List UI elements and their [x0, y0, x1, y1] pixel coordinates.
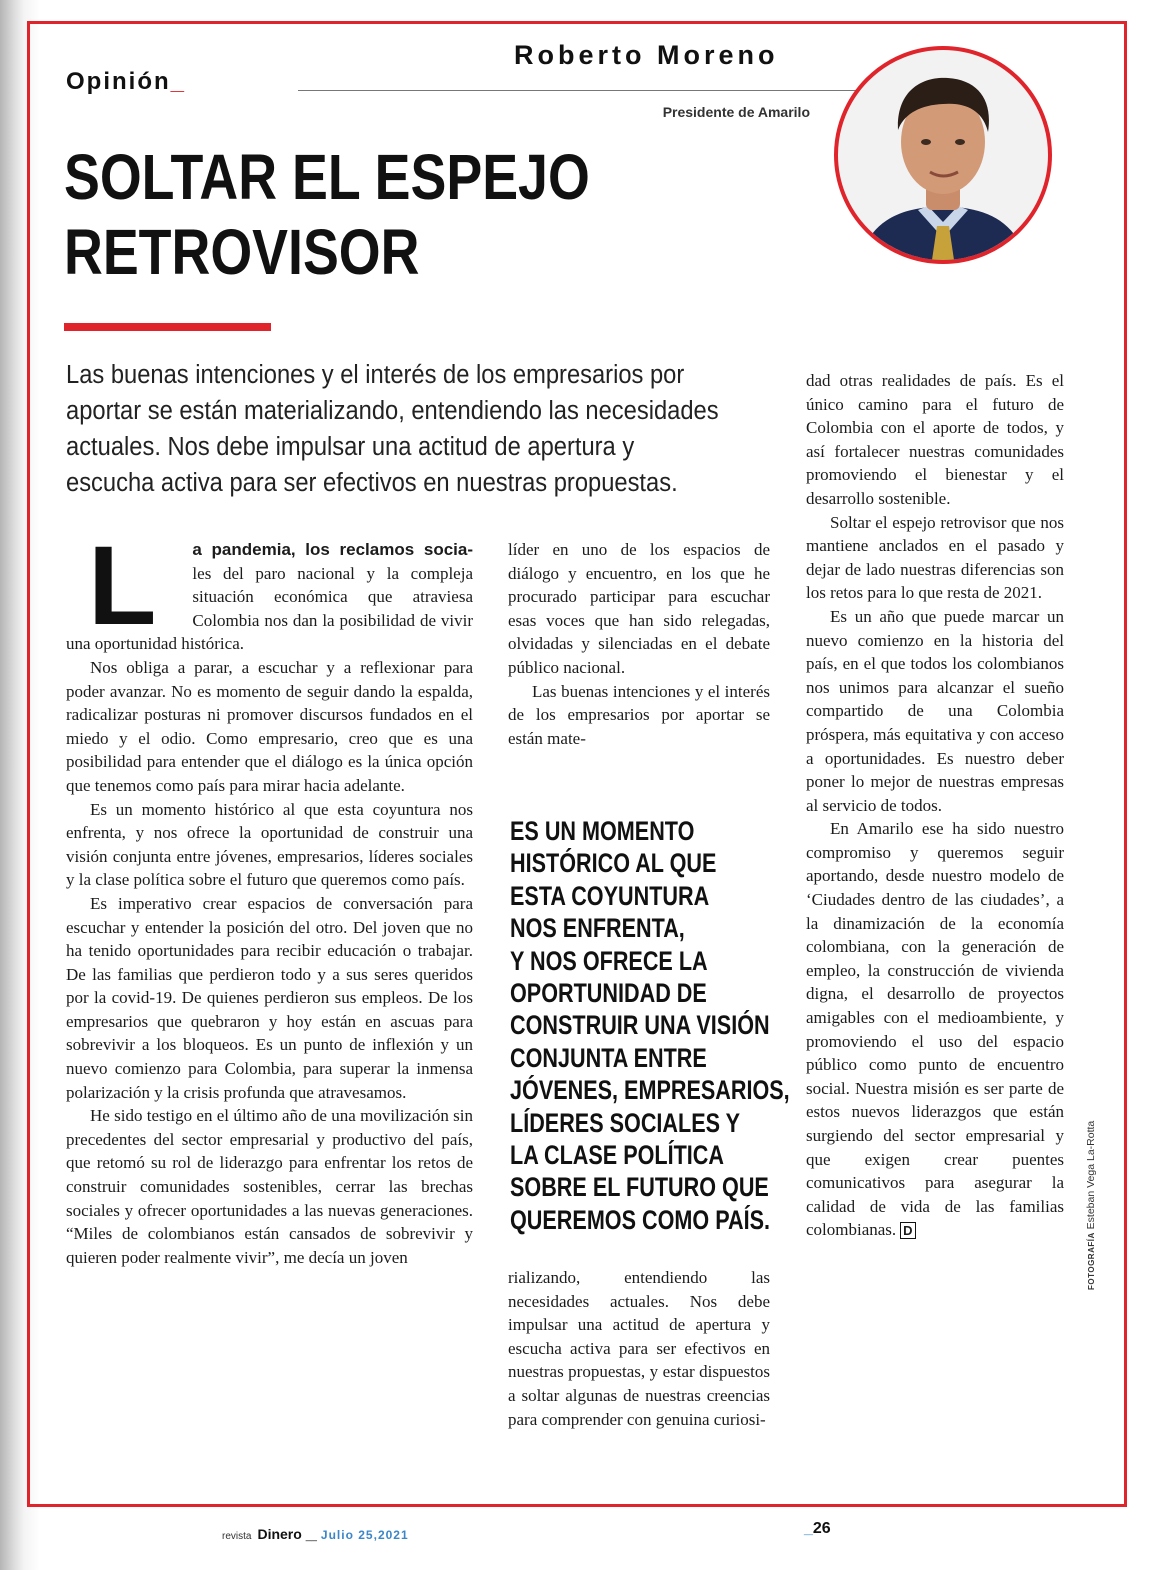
body-paragraph-7: Las buenas intenciones y el interés de los empresarios por aportar se están mate- [508, 681, 770, 748]
footer-magazine [222, 1526, 409, 1542]
pull-quote-line: HISTÓRICO AL QUE [510, 848, 717, 879]
body-paragraph-10: Soltar el espejo retrovisor que nos mantiene anclados en el pasado y dejar de lado nuestras diferencias son los retos para lo que resta de 2021. [806, 512, 1064, 603]
lead-line-2: aportar se están materializando, entendiendo las necesidades [66, 397, 719, 425]
body-paragraph-4: Es imperativo crear espacios de conversación para escuchar y entender la posición del otro. Del joven que no ha tenido oportunidades para recibir educación o trabajar. De las familias que perdieron todo y a sus seres queridos por la covid-19. De quienes perdieron sus empleos. De los empresarios que quebraron y hoy están en ascuas para sobrevivir a los bloqueos. Es un punto de inflexión y un nuevo comienzo para Colombia, para superar la inmensa polarización y la crisis profunda que atravesamos. [66, 893, 473, 1102]
photo-credit-label: FOTOGRAFÍA [1087, 1232, 1096, 1290]
section-cursor: _ [170, 68, 187, 95]
footer-page-number [804, 1520, 831, 1538]
photo-credit-name: Esteban Vega La-Rotta [1085, 1120, 1097, 1230]
footer-magazine-name: Dinero [257, 1526, 302, 1542]
headline-line-1: SOLTAR EL ESPEJO [64, 141, 590, 213]
body-paragraph-12 [806, 817, 1064, 1243]
pull-quote-line: OPORTUNIDAD DE [510, 978, 707, 1009]
pull-quote-line: SOBRE EL FUTURO QUE [510, 1172, 769, 1203]
pull-quote-line: CONJUNTA ENTRE [510, 1042, 707, 1073]
pull-quote-line: ES UN MOMENTO [510, 816, 695, 846]
footer-page-dash: _ [804, 1520, 813, 1537]
body-paragraph-12-text: En Amarilo ese ha sido nuestro compromiso y queremos seguir aportando, desde nuestro modelo de ‘Ciudades dentro de las ciudades’, a la dinamización de la economía colombiana, con la generación de empleo, la construcción de vivienda digna, el desarrollo de proyectos amigables con el medioambiente, y promoviendo el uso del espacio público como punto de encuentro social. Nuestra misión es ser parte de estos nuevos liderazgos que están surgiendo del sector empresarial y que exigen crear puentes comunicativos para asegurar la calidad de vida de las familias colombianas. [806, 819, 1064, 1240]
lead-line-4: escucha activa para ser efectivos en nuestras propuestas. [66, 469, 678, 497]
body-paragraph-3: Es un momento histórico al que esta coyuntura nos enfrenta, y nos ofrece la oportunidad de construir una visión conjunta entre jóvenes, empresarios, líderes sociales y la clase política sobre el futuro que queremos como país. [66, 799, 473, 890]
pull-quote-line: CONSTRUIR UNA VISIÓN [510, 1010, 770, 1041]
headline-accent-bar [64, 323, 271, 331]
body-column-1 [66, 523, 473, 1269]
pull-quote-line: NOS ENFRENTA, [510, 913, 685, 944]
drop-cap: L [88, 523, 157, 648]
body-paragraph-8: rializando, entendiendo las necesidades actuales. Nos debe impulsar una actitud de apertura y escucha activa para ser efectivos en nuestras propuestas, y estar dispuestos a soltar algunas de nuestras creencias para comprender con genuina curiosi- [508, 1268, 770, 1429]
section-name: Opinión [66, 68, 171, 95]
body-paragraph-1-text: les del paro nacional y la compleja situación económica que atraviesa Colombia nos dan la posibilidad de vivir una oportunidad histórica. [66, 563, 473, 654]
lead-line-3: actuales. Nos debe impulsar una actitud de apertura y [66, 433, 635, 461]
author-role: Presidente de Amarilo [662, 104, 810, 120]
footer-separator: __ [305, 1531, 317, 1542]
section-label [66, 68, 186, 96]
headline [64, 140, 590, 290]
footer-prefix: revista [222, 1531, 252, 1542]
author-portrait-illustration [838, 50, 1048, 260]
body-column-2-top [508, 538, 770, 750]
body-column-3 [806, 369, 1064, 1243]
author-portrait [834, 46, 1052, 264]
pull-quote-line: JÓVENES, EMPRESARIOS, [510, 1075, 790, 1106]
pull-quote-line: ESTA COYUNTURA [510, 880, 710, 911]
headline-line-2: RETROVISOR [64, 216, 420, 288]
end-mark-icon: D [900, 1222, 915, 1239]
lead-line-1: Las buenas intenciones y el interés de los empresarios por [66, 361, 685, 389]
header-rule [298, 90, 858, 91]
body-paragraph-9: dad otras realidades de país. Es el único camino para el futuro de Colombia con el aporte de todos, y así fortalecer nuestras comunidades promoviendo el bienestar y el desarrollo sostenible. [806, 371, 1064, 508]
body-paragraph-2: Nos obliga a parar, a escuchar y a reflexionar para poder avanzar. No es momento de seguir dando la espalda, radicalizar posturas ni promover discursos fundados en el miedo y el odio. Como empresario, creo que es una posibilidad para entender que el diálogo es la única opción que tenemos como país para mirar hacia adelante. [66, 657, 473, 795]
pull-quote-line: LA CLASE POLÍTICA [510, 1140, 724, 1171]
pull-quote-line: QUEREMOS COMO PAÍS. [510, 1204, 771, 1235]
body-paragraph-5: He sido testigo en el último año de una movilización sin precedentes del sector empresarial y productivo del país, que retomó su rol de liderazgo para enfrentar los retos de construir comunidades sostenibles, cerrar las brechas sociales y ofrecer oportunidades a las nuevas generaciones. “Miles de colombianos están cansados de sobrevivir y quieren poder realmente vivir”, me decía un joven [66, 1106, 473, 1267]
page-number: 26 [812, 1520, 831, 1537]
body-paragraph-11: Es un año que puede marcar un nuevo comienzo en la historia del país, en el que todos los colombianos nos unimos para alcanzar el sueño compartido de una Colombia próspera, más equitativa y con acceso a oportunidades. Es nuestro deber poner lo mejor de nuestras empresas al servicio de todos. [806, 606, 1064, 815]
body-column-2-bottom [508, 1266, 770, 1431]
photo-credit [1085, 1121, 1097, 1290]
author-name: Roberto Moreno [514, 40, 779, 70]
pull-quote-line: LÍDERES SOCIALES Y [510, 1107, 741, 1138]
lead-paragraph [66, 357, 796, 501]
lead-in-words: a pandemia, los reclamos socia- [192, 540, 473, 559]
body-paragraph-1 [66, 523, 473, 656]
pull-quote-line: Y NOS OFRECE LA [510, 945, 708, 976]
body-paragraph-6: líder en uno de los espacios de diálogo y encuentro, en los que he procurado participar para escuchar esas voces que han sido relegadas, olvidadas y silenciadas en el debate público nacional. [508, 540, 770, 677]
footer-date: Julio 25,2021 [320, 1528, 409, 1542]
